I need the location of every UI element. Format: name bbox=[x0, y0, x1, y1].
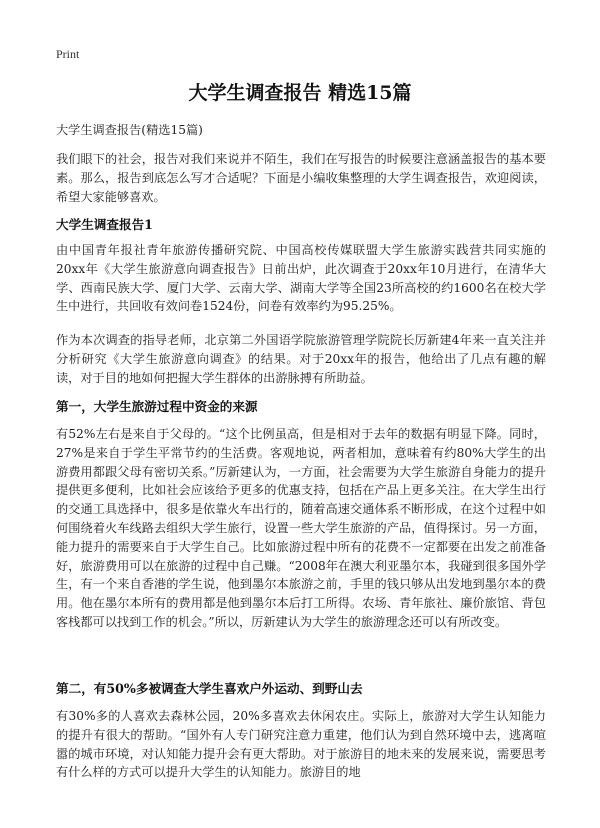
part-2-paragraph: 有30%多的人喜欢去森林公园，20%多喜欢去休闲农庄。实际上，旅游对大学生认知能力的提升有很大的帮助。“国外有人专门研究注意力重建，他们认为到自然环境中去，逃离喧嚣的城市环境，对认知能力提升会有更大帮助。对于旅游目的地未来的发展来说，需要思考有什么样的方式可以提升大学生的认知能力。旅游目的地 bbox=[56, 709, 546, 780]
intro-paragraph: 我们眼下的社会，报告对我们来说并不陌生，我们在写报告的时候要注意涵盖报告的基本要素。那么，报告到底怎么写才合适呢？下面是小编收集整理的大学生调查报告，欢迎阅读，希望大家能够喜欢。 bbox=[56, 152, 546, 204]
document-subtitle: 大学生调查报告(精选15篇) bbox=[56, 123, 203, 137]
report-paragraph-2: 作为本次调查的指导老师，北京第二外国语学院旅游管理学院院长厉新建4年来一直关注并分析研究《大学生旅游意向调查》的结果。对于20xx年的报告，他给出了几点有趣的解读，对于目的地如何把握大学生群体的出游脉搏有所助益。 bbox=[56, 333, 546, 385]
print-link[interactable]: Print bbox=[56, 47, 80, 61]
page-title: 大学生调查报告 精选15篇 bbox=[188, 82, 412, 104]
part-1-heading: 第一，大学生旅游过程中资金的来源 bbox=[56, 399, 258, 414]
part-1-paragraph: 有52%左右是来自于父母的。“这个比例虽高，但是相对于去年的数据有明显下降。同时，27%是来自于学生平常节约的生活费。客观地说，两者相加，意味着有约80%大学生的出游费用都跟父母有密切关系。”厉新建认为，一方面，社会需要为大学生旅游自身能力的提升提供更多便利，比如社会应该给予更多的优惠支持，包括在产品上更多关注。在大学生出行的交通工具选择中，很多是依靠火车出行的，随着高速交通体系不断形成，在这个过程中如何围绕着火车线路去组织大学生旅行，设置一些大学生旅游的产品，值得探讨。另一方面，能力提升的需要来自于大学生自己。比如旅游过程中所有的花费不一定都要在出发之前准备好，旅游费用可以在旅游的过程中自己赚。“2008年在澳大利亚墨尔本，我碰到很多国外学生，有一个来自香港的学生说，他到墨尔本旅游之前，手里的钱只够从出发地到墨尔本的费用。他在墨尔本所有的费用都是他到墨尔本后打工所得。农场、青年旅社、廉价旅馆、背包客栈都可以找到工作的机会。”所以，厉新建认为大学生的旅游理念还可以有所改变。 bbox=[56, 427, 546, 629]
section-heading-report-1: 大学生调查报告1 bbox=[56, 217, 153, 232]
report-paragraph-1: 由中国青年报社青年旅游传播研究院、中国高校传媒联盟大学生旅游实践营共同实施的20xx年《大学生旅游意向调查报告》日前出炉，此次调查于20xx年10月进行，在清华大学、西南民族大学、厦门大学、云南大学、湖南大学等全国23所高校的约1600名在校大学生中进行，共回收有效问卷1524份，问卷有效率约为95.25%。 bbox=[56, 243, 546, 314]
part-2-heading: 第二，有50%多被调查大学生喜欢户外运动、到野山去 bbox=[56, 681, 363, 696]
